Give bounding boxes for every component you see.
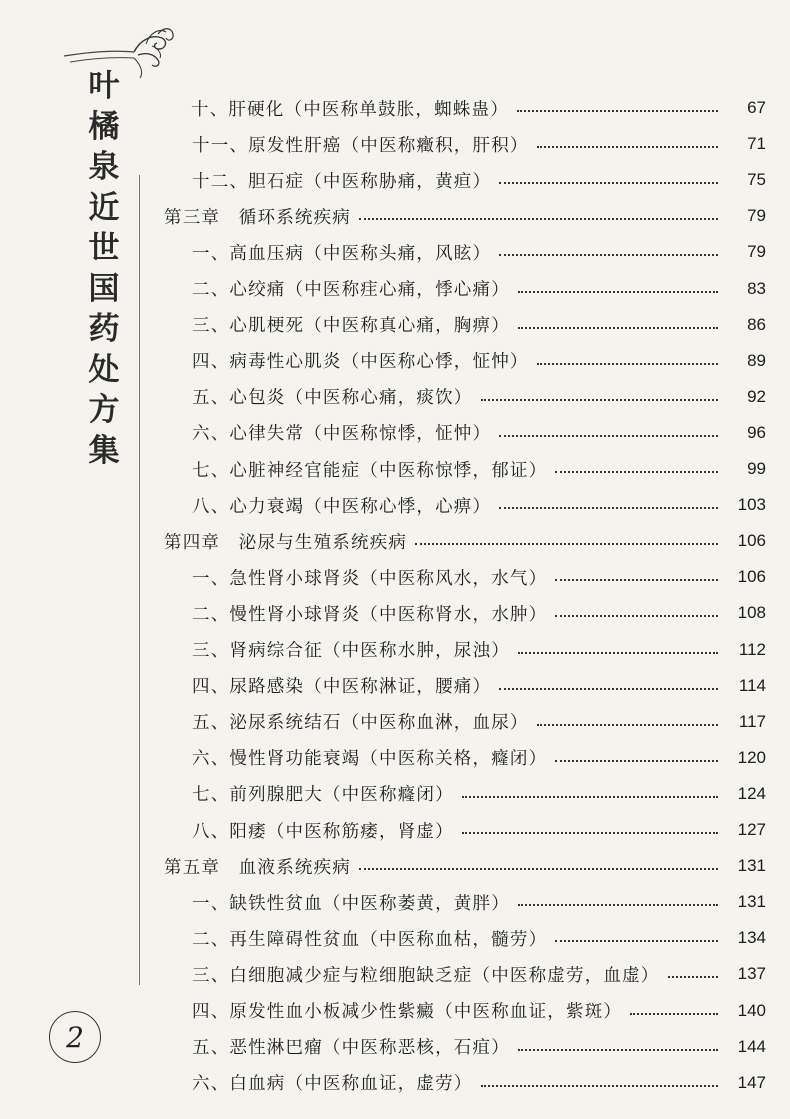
toc-section-row bbox=[192, 343, 766, 379]
toc-section-row bbox=[192, 271, 766, 307]
toc-section-row bbox=[192, 668, 766, 704]
toc-entry-title: 四、原发性血小板减少性紫癜（中医称血证，紫斑） bbox=[192, 1002, 623, 1022]
toc-section-row bbox=[192, 1029, 766, 1065]
dot-leader bbox=[555, 760, 718, 762]
toc-section-row bbox=[192, 307, 766, 343]
toc-chapter-row bbox=[164, 198, 766, 234]
toc-entry-page: 140 bbox=[737, 1000, 766, 1020]
toc-entry-title: 二、再生障碍性贫血（中医称血枯，髓劳） bbox=[192, 929, 548, 950]
toc-entry-page: 137 bbox=[737, 964, 766, 984]
page-number bbox=[49, 1011, 101, 1063]
toc-entry-title: 五、泌尿系统结石（中医称血淋，血尿） bbox=[192, 713, 529, 734]
dot-leader bbox=[555, 940, 718, 942]
toc-section-row bbox=[192, 559, 766, 595]
toc-entry-title: 第五章 血液系统疾病 bbox=[164, 857, 351, 878]
toc-section-row bbox=[192, 126, 766, 162]
dot-leader bbox=[518, 291, 718, 293]
toc-entry-title: 二、慢性肾小球肾炎（中医称肾水，水肿） bbox=[192, 604, 548, 625]
toc-entry-title: 五、恶性淋巴瘤（中医称恶核，石疽） bbox=[192, 1038, 510, 1059]
toc-entry-page: 96 bbox=[747, 422, 766, 442]
dot-leader bbox=[415, 543, 718, 545]
toc-entry-title: 第四章 泌尿与生殖系统疾病 bbox=[164, 532, 408, 553]
dot-leader bbox=[555, 471, 718, 473]
toc-entry-title: 四、尿路感染（中医称淋证，腰痛） bbox=[192, 677, 492, 698]
toc-entry-title: 四、病毒性心肌炎（中医称心悸，怔忡） bbox=[192, 352, 529, 373]
toc-section-row bbox=[192, 704, 766, 740]
toc-section-row bbox=[192, 162, 766, 198]
toc-section-row bbox=[192, 776, 766, 812]
dot-leader bbox=[518, 327, 718, 329]
dot-leader bbox=[518, 652, 718, 654]
page-number-value: 2 bbox=[66, 1020, 84, 1054]
dot-leader bbox=[481, 399, 719, 401]
dot-leader bbox=[499, 254, 718, 256]
toc-section-row bbox=[192, 884, 766, 920]
dot-leader bbox=[668, 976, 719, 978]
toc-entry-title: 三、白细胞减少症与粒细胞缺乏症（中医称虚劳，血虚） bbox=[192, 965, 660, 986]
toc-section-row bbox=[192, 487, 766, 523]
toc-entry-page: 120 bbox=[737, 747, 766, 767]
toc-section-row bbox=[192, 595, 766, 631]
toc-chapter-row bbox=[164, 523, 766, 559]
toc-entry-title: 七、前列腺肥大（中医称癃闭） bbox=[192, 785, 454, 806]
toc-entry-title: 六、白血病（中医称血证，虚劳） bbox=[192, 1074, 473, 1095]
toc-entry-page: 108 bbox=[737, 603, 766, 623]
toc-entry-title: 三、肾病综合征（中医称水肿，尿浊） bbox=[192, 641, 510, 661]
dot-leader bbox=[537, 363, 718, 365]
toc-section-row bbox=[191, 90, 766, 126]
toc-entry-page: 131 bbox=[737, 892, 766, 912]
toc-entry-title: 三、心肌梗死（中医称真心痛，胸痹） bbox=[192, 316, 510, 337]
dot-leader bbox=[359, 868, 718, 870]
toc-section-row bbox=[192, 956, 766, 992]
toc-entry-page: 112 bbox=[738, 639, 766, 659]
dot-leader bbox=[462, 832, 718, 834]
toc-entry-page: 67 bbox=[747, 98, 766, 117]
toc-entry-page: 99 bbox=[747, 459, 766, 478]
toc-entry-page: 92 bbox=[747, 386, 766, 406]
dot-leader bbox=[555, 579, 718, 581]
toc-entry-page: 144 bbox=[737, 1036, 766, 1056]
dot-leader bbox=[555, 615, 718, 617]
toc-entry-title: 七、心脏神经官能症（中医称惊悸，郁证） bbox=[192, 460, 548, 481]
dot-leader bbox=[537, 146, 718, 148]
toc-entry-page: 83 bbox=[747, 278, 766, 298]
toc-entry-title: 八、阳痿（中医称筋痿，肾虚） bbox=[192, 821, 454, 842]
toc-entry-page: 124 bbox=[737, 783, 766, 803]
toc-entry-title: 二、心绞痛（中医称疰心痛，悸心痛） bbox=[192, 280, 510, 300]
dot-leader bbox=[359, 218, 718, 220]
toc-section-row bbox=[192, 632, 766, 668]
toc-entry-title: 十一、原发性肝癌（中医称癥积，肝积） bbox=[192, 135, 529, 156]
toc-entry-title: 五、心包炎（中医称心痛，痰饮） bbox=[192, 388, 473, 409]
toc-entry-page: 134 bbox=[737, 928, 766, 948]
toc-entry-title: 六、心律失常（中医称惊悸，怔忡） bbox=[192, 424, 492, 445]
toc-section-row bbox=[192, 740, 766, 776]
toc-section-row bbox=[192, 1065, 766, 1101]
dot-leader bbox=[499, 182, 718, 184]
toc-entry-title: 一、急性肾小球肾炎（中医称风水，水气） bbox=[192, 568, 548, 589]
toc-entry-page: 131 bbox=[737, 856, 766, 876]
dot-leader bbox=[462, 796, 718, 798]
toc-entry-page: 79 bbox=[747, 242, 766, 262]
toc-entry-page: 79 bbox=[747, 206, 766, 226]
toc-section-row bbox=[192, 234, 766, 270]
toc-entry-page: 103 bbox=[737, 495, 766, 515]
toc-section-row bbox=[192, 415, 766, 451]
toc-section-row bbox=[192, 451, 766, 487]
toc-section-row bbox=[192, 812, 766, 848]
dot-leader bbox=[481, 1085, 719, 1087]
dot-leader bbox=[499, 435, 718, 437]
toc-entry-page: 106 bbox=[737, 531, 766, 551]
toc-section-row bbox=[192, 379, 766, 415]
toc-entry-title: 八、心力衰竭（中医称心悸，心痹） bbox=[192, 496, 492, 517]
dot-leader bbox=[537, 724, 718, 726]
book-title: 叶橘泉近世国药处方集 bbox=[88, 68, 120, 469]
toc-entry-title: 一、高血压病（中医称头痛，风眩） bbox=[192, 243, 492, 264]
toc-entry-title: 十、肝硬化（中医称单鼓胀，蜘蛛蛊） bbox=[191, 99, 509, 120]
dot-leader bbox=[630, 1013, 718, 1015]
dot-leader bbox=[518, 904, 718, 906]
toc-section-row bbox=[192, 993, 766, 1029]
margin-divider bbox=[139, 175, 140, 985]
toc-entry-title: 六、慢性肾功能衰竭（中医称关格，癃闭） bbox=[192, 749, 548, 770]
dot-leader bbox=[499, 688, 718, 690]
toc-entry-page: 89 bbox=[747, 350, 766, 370]
toc-entry-title: 十二、胆石症（中医称胁痛，黄疸） bbox=[192, 171, 492, 192]
toc-entry-title: 第三章 循环系统疾病 bbox=[164, 207, 351, 228]
dot-leader bbox=[517, 110, 718, 112]
toc-entry-page: 114 bbox=[738, 675, 766, 695]
dot-leader bbox=[499, 507, 718, 509]
toc-chapter-row bbox=[164, 848, 766, 884]
toc-entry-title: 一、缺铁性贫血（中医称萎黄，黄胖） bbox=[192, 893, 510, 914]
dot-leader bbox=[518, 1049, 718, 1051]
toc-entry-page: 106 bbox=[737, 567, 766, 587]
toc-entry-page: 75 bbox=[747, 170, 766, 190]
toc-entry-page: 147 bbox=[737, 1072, 766, 1092]
toc-entry-page: 86 bbox=[747, 314, 766, 334]
toc-entry-page: 127 bbox=[737, 820, 766, 839]
toc-entry-page: 71 bbox=[747, 134, 766, 154]
toc-entry-page: 117 bbox=[738, 711, 766, 731]
toc-section-row bbox=[192, 920, 766, 956]
